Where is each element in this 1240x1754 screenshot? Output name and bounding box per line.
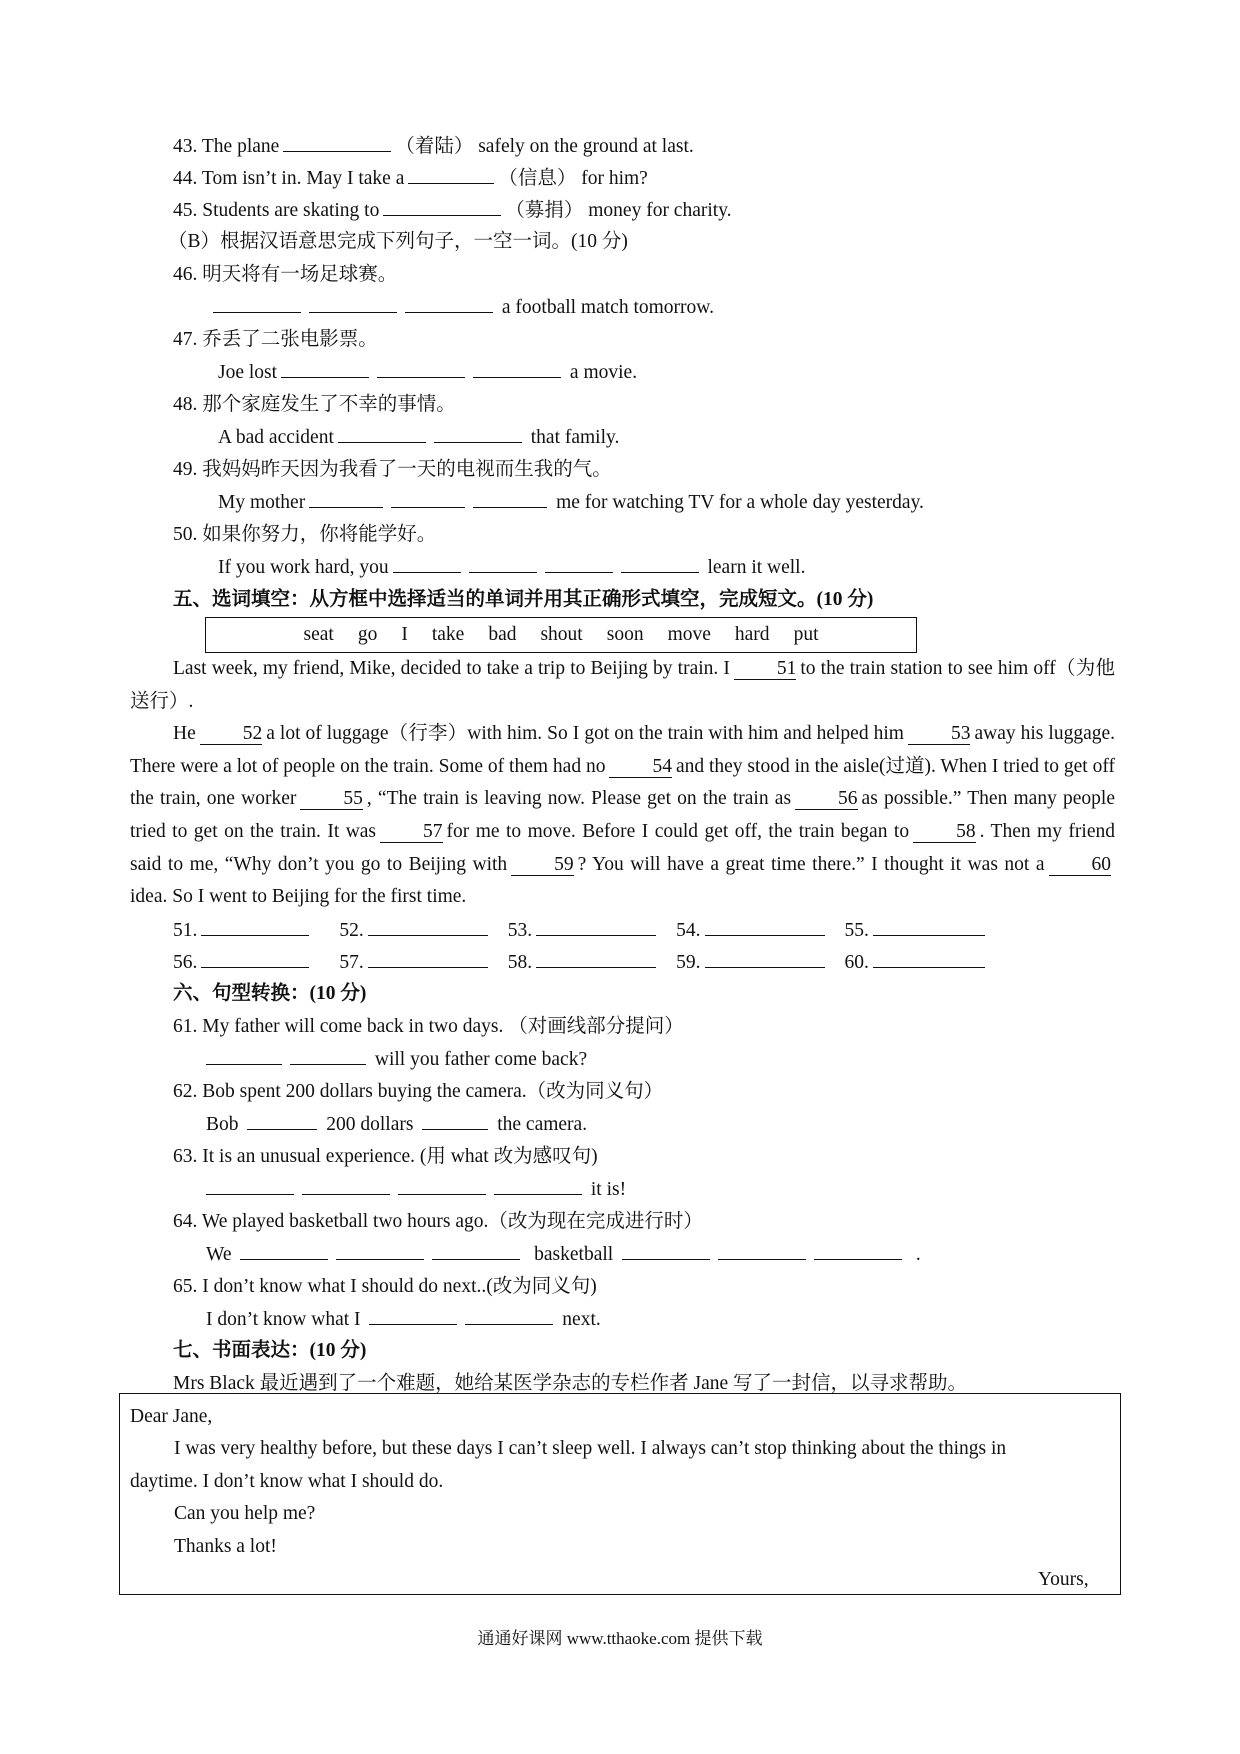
- q47-tail: a movie.: [569, 362, 638, 383]
- q62-text-c: the camera.: [497, 1114, 588, 1135]
- answer-53-blank[interactable]: [536, 917, 656, 936]
- q65-tail: next.: [562, 1309, 601, 1330]
- q64-blank-5[interactable]: [718, 1241, 806, 1260]
- q65-prompt: 65. I don’t know what I should do next..(改为同义句): [173, 1276, 597, 1297]
- q64-blank-1[interactable]: [240, 1241, 328, 1260]
- section-b-title: （B）根据汉语意思完成下列句子，一空一词。(10 分): [168, 231, 628, 252]
- q46-blank-2[interactable]: [309, 294, 397, 313]
- q65-blank-1[interactable]: [369, 1306, 457, 1325]
- letter-greeting: Dear Jane,: [130, 1406, 213, 1427]
- section-5-title: 五、选词填空：从方框中选择适当的单词并用其正确形式填空，完成短文。(10 分): [173, 589, 874, 610]
- answer-56-blank[interactable]: [201, 949, 309, 968]
- answer-56-label: 56.: [173, 952, 198, 973]
- q64-text-b: basketball: [534, 1244, 614, 1265]
- answer-55-label: 55.: [844, 920, 869, 941]
- word-move: move: [667, 624, 711, 645]
- word-bad: bad: [488, 624, 517, 645]
- q46-blank-3[interactable]: [405, 294, 493, 313]
- answer-54-label: 54.: [676, 920, 701, 941]
- q61-blank-1[interactable]: [206, 1046, 282, 1065]
- q63-answer: [206, 1176, 626, 1203]
- q64-blank-3[interactable]: [432, 1241, 520, 1260]
- answer-51-label: 51.: [173, 920, 198, 941]
- q61-prompt: 61. My father will come back in two days. （对画线部分提问）: [173, 1016, 684, 1037]
- q64-blank-4[interactable]: [622, 1241, 710, 1260]
- word-put: put: [793, 624, 819, 645]
- q49-blank-2[interactable]: [391, 489, 465, 508]
- q47-blank-2[interactable]: [377, 359, 465, 378]
- q63-blank-4[interactable]: [494, 1176, 582, 1195]
- section-6-title: 六、句型转换：(10 分): [173, 983, 367, 1004]
- blank-55[interactable]: 55: [300, 789, 363, 810]
- q64-answer: [206, 1241, 921, 1268]
- p1-text-b: to the train station to see him off（为他送行）.: [130, 658, 1115, 712]
- q50-tail: learn it well.: [707, 557, 806, 578]
- answer-60-blank[interactable]: [873, 949, 985, 968]
- blank-60[interactable]: 60: [1049, 855, 1112, 876]
- q45-blank[interactable]: [383, 197, 501, 216]
- q49-tail: me for watching TV for a whole day yesterday.: [556, 492, 924, 513]
- q48-blank-1[interactable]: [338, 424, 426, 443]
- q43-blank[interactable]: [283, 133, 391, 152]
- q50-english: [218, 554, 805, 581]
- answer-55-blank[interactable]: [873, 917, 985, 936]
- answer-57-blank[interactable]: [368, 949, 488, 968]
- q46-blank-1[interactable]: [213, 294, 301, 313]
- q61-answer: [206, 1046, 587, 1073]
- footer-credit: 通通好课网 www.tthaoke.com 提供下载: [477, 1629, 763, 1648]
- blank-56[interactable]: 56: [795, 789, 858, 810]
- q50-blank-3[interactable]: [545, 554, 613, 573]
- q50-blank-4[interactable]: [621, 554, 699, 573]
- q64-blank-6[interactable]: [814, 1241, 902, 1260]
- q43-hint: （着陆）: [395, 136, 474, 157]
- answer-row-2: [173, 949, 989, 976]
- q62-text-b: 200 dollars: [326, 1114, 414, 1135]
- blank-52[interactable]: 52: [200, 724, 263, 745]
- answer-59-label: 59.: [676, 952, 701, 973]
- q61-blank-2[interactable]: [290, 1046, 366, 1065]
- q48-chinese: 48. 那个家庭发生了不幸的事情。: [173, 394, 456, 415]
- p2-text-g: for me to move. Before I could get off, the train began to: [446, 820, 910, 842]
- p2-text-h: . Then my friend said to me, “Why don’t you go to Beijing with: [130, 820, 1115, 875]
- q49-blank-3[interactable]: [473, 489, 547, 508]
- question-44: [173, 165, 648, 192]
- q47-chinese: 47. 乔丢了二张电影票。: [173, 329, 378, 350]
- q49-english: [218, 489, 924, 516]
- q64-prompt: 64. We played basketball two hours ago.（改为现在完成进行时）: [173, 1211, 703, 1232]
- answer-58-blank[interactable]: [536, 949, 656, 968]
- q43-tail: safely on the ground at last.: [478, 136, 694, 157]
- letter-body-2: Can you help me?: [174, 1503, 316, 1524]
- q63-blank-3[interactable]: [398, 1176, 486, 1195]
- answer-58-label: 58.: [507, 952, 533, 973]
- answer-57-label: 57.: [339, 952, 364, 973]
- blank-58[interactable]: 58: [913, 822, 976, 843]
- blank-51[interactable]: 51: [734, 659, 797, 680]
- q48-english: [218, 424, 619, 451]
- q45-hint: （募捐）: [505, 200, 584, 221]
- q62-answer: [206, 1111, 587, 1138]
- answer-53-label: 53.: [507, 920, 533, 941]
- answer-row-1: [173, 917, 989, 944]
- p2-text-f: as possible.” Then many people tried to get on the train. It was: [130, 788, 1115, 842]
- q48-text: A bad accident: [218, 427, 334, 448]
- question-43: [173, 133, 694, 160]
- q65-text-a: I don’t know what I: [206, 1309, 361, 1330]
- letter-body-1a: I was very healthy before, but these days I can’t sleep well. I always can’t stop thinking about the things in: [174, 1438, 1007, 1459]
- word-i: I: [401, 624, 408, 645]
- word-go: go: [357, 624, 378, 645]
- q46-english: [213, 294, 714, 321]
- q65-answer: [206, 1306, 601, 1333]
- p2-text-d: and they stood in the aisle(过道). When I tried to get off the train, one worker: [130, 755, 1115, 810]
- answer-52-label: 52.: [339, 920, 364, 941]
- letter-closing: Yours,: [1038, 1569, 1089, 1590]
- letter-body-3: Thanks a lot!: [174, 1536, 277, 1557]
- word-soon: soon: [606, 624, 644, 645]
- q63-tail: it is!: [590, 1179, 627, 1200]
- q62-blank-2[interactable]: [422, 1111, 488, 1130]
- q44-hint: （信息）: [498, 168, 577, 189]
- q46-chinese: 46. 明天将有一场足球赛。: [173, 264, 398, 285]
- q49-text: My mother: [218, 492, 306, 513]
- q49-blank-1[interactable]: [309, 489, 383, 508]
- q50-text: If you work hard, you: [218, 557, 389, 578]
- p2-text-j: idea. So I went to Beijing for the first time.: [130, 886, 467, 908]
- p1-text-a: Last week, my friend, Mike, decided to take a trip to Beijing by train. I: [173, 658, 730, 679]
- section-7-title: 七、书面表达：(10 分): [173, 1340, 367, 1361]
- q61-tail: will you father come back?: [374, 1049, 588, 1070]
- passage-paragraph-1: [130, 653, 1115, 718]
- q62-text-a: Bob: [206, 1114, 239, 1135]
- p2-text-e: , “The train is leaving now. Please get on the train as: [366, 788, 792, 810]
- q44-blank[interactable]: [408, 165, 494, 184]
- q63-prompt: 63. It is an unusual experience. (用 what 改为感叹句): [173, 1146, 598, 1167]
- word-shout: shout: [540, 624, 583, 645]
- word-seat: seat: [303, 624, 334, 645]
- q64-blank-2[interactable]: [336, 1241, 424, 1260]
- answer-59-blank[interactable]: [705, 949, 825, 968]
- q44-tail: for him?: [581, 168, 648, 189]
- q64-period: .: [915, 1244, 921, 1265]
- blank-59[interactable]: 59: [511, 855, 574, 876]
- letter-body-1b: daytime. I don’t know what I should do.: [130, 1471, 444, 1492]
- q45-text: 45. Students are skating to: [173, 200, 380, 221]
- q63-blank-1[interactable]: [206, 1176, 294, 1195]
- q50-blank-2[interactable]: [469, 554, 537, 573]
- question-45: [173, 197, 732, 224]
- p2-text-b: a lot of luggage（行李）with him. So I got on the train with him and helped him: [266, 723, 904, 745]
- word-take: take: [431, 624, 465, 645]
- q47-text: Joe lost: [218, 362, 278, 383]
- blank-57[interactable]: 57: [380, 822, 443, 843]
- answer-51-blank[interactable]: [201, 917, 309, 936]
- q48-tail: that family.: [530, 427, 620, 448]
- q44-text: 44. Tom isn’t in. May I take a: [173, 168, 405, 189]
- p2-text-i: ? You will have a great time there.” I thought it was not a: [577, 853, 1045, 875]
- blank-53[interactable]: 53: [908, 724, 971, 745]
- q62-blank-1[interactable]: [247, 1111, 317, 1130]
- writing-prompt: Mrs Black 最近遇到了一个难题，她给某医学杂志的专栏作者 Jane 写了一封信，以寻求帮助。: [173, 1373, 968, 1394]
- letter-box: [119, 1393, 1121, 1595]
- q47-english: [218, 359, 637, 386]
- q43-text: 43. The plane: [173, 136, 280, 157]
- passage-paragraph-2: [130, 718, 1115, 914]
- q50-chinese: 50. 如果你努力，你将能学好。: [173, 524, 437, 545]
- answer-52-blank[interactable]: [368, 917, 488, 936]
- q64-text-a: We: [206, 1244, 232, 1265]
- q49-chinese: 49. 我妈妈昨天因为我看了一天的电视而生我的气。: [173, 459, 612, 480]
- q63-blank-2[interactable]: [302, 1176, 390, 1195]
- q45-tail: money for charity.: [588, 200, 732, 221]
- p2-text-c: away his luggage. There were a lot of people on the train. Some of them had no: [130, 723, 1115, 777]
- blank-54[interactable]: 54: [609, 757, 672, 778]
- answer-54-blank[interactable]: [705, 917, 825, 936]
- q48-blank-2[interactable]: [434, 424, 522, 443]
- answer-60-label: 60.: [844, 952, 869, 973]
- q46-text: a football match tomorrow.: [501, 297, 714, 318]
- word-box: [205, 617, 917, 653]
- q65-blank-2[interactable]: [465, 1306, 553, 1325]
- q47-blank-3[interactable]: [473, 359, 561, 378]
- p2-text-a: He: [173, 723, 196, 745]
- word-hard: hard: [734, 624, 770, 645]
- cloze-passage: [130, 653, 1115, 914]
- q50-blank-1[interactable]: [393, 554, 461, 573]
- q62-prompt: 62. Bob spent 200 dollars buying the camera.（改为同义句）: [173, 1081, 664, 1102]
- q47-blank-1[interactable]: [281, 359, 369, 378]
